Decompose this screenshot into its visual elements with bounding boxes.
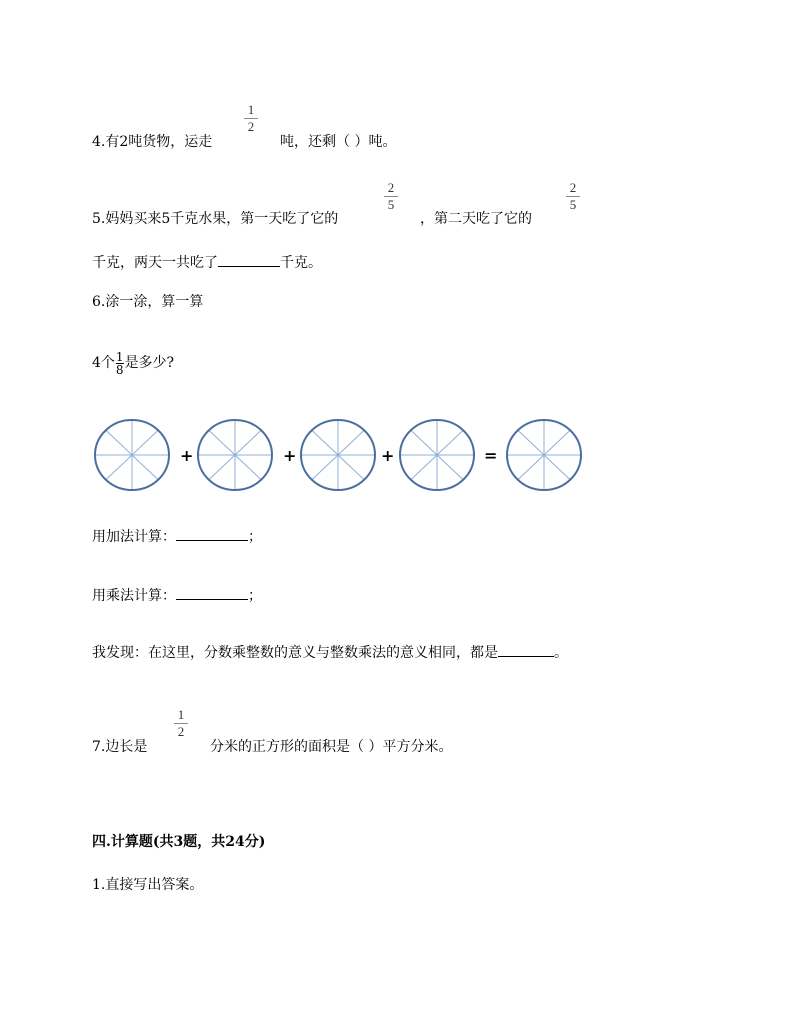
section4-q1: 1.直接写出答案。 bbox=[92, 877, 204, 893]
fraction-circle-2[interactable] bbox=[198, 420, 272, 490]
q5-line2-suffix: 千克。 bbox=[280, 255, 322, 271]
q5-text-prefix: 5.妈妈买来5千克水果，第一天吃了它的 bbox=[92, 211, 339, 227]
q6-operator-plus-2: + bbox=[283, 446, 297, 465]
q4-fraction-numerator: 1 bbox=[247, 102, 255, 117]
q6-discovery-blank[interactable] bbox=[498, 642, 554, 657]
fraction-circle-3[interactable] bbox=[301, 420, 375, 490]
q5-fraction-2-denominator: 5 bbox=[569, 197, 577, 212]
q6-multiplication-line bbox=[92, 585, 262, 605]
q6-discovery-end: 。 bbox=[554, 645, 568, 661]
q6-question-fraction-numerator: 1 bbox=[115, 349, 124, 364]
q7-fraction-numerator: 1 bbox=[177, 707, 185, 722]
q6-title: 6.涂一涂，算一算 bbox=[92, 294, 204, 310]
q6-addition-line bbox=[92, 526, 262, 546]
q5-text-middle: ，第二天吃了它的 bbox=[420, 211, 532, 227]
q6-operator-plus-3: + bbox=[381, 446, 395, 465]
q7-text-suffix: 分米的正方形的面积是（ ）平方分米。 bbox=[210, 739, 453, 755]
q6-question-fraction-denominator: 8 bbox=[115, 362, 124, 377]
q6-addition-label: 用加法计算： bbox=[92, 529, 176, 545]
q6-discovery-line bbox=[92, 642, 568, 662]
q7-fraction bbox=[174, 708, 188, 739]
fraction-circle-4[interactable] bbox=[400, 420, 474, 490]
q4-text-prefix: 4.有2吨货物，运走 bbox=[92, 134, 213, 150]
q6-multiplication-end: ； bbox=[248, 588, 262, 604]
q5-line2-prefix: 千克，两天一共吃了 bbox=[92, 255, 218, 271]
q7-text-prefix: 7.边长是 bbox=[92, 739, 148, 755]
q6-discovery-prefix: 我发现：在这里，分数乘整数的意义与整数乘法的意义相同，都是 bbox=[92, 645, 498, 661]
q5-fraction-1-numerator: 2 bbox=[387, 180, 395, 195]
q5-fraction-2-numerator: 2 bbox=[569, 180, 577, 195]
q6-question-prefix: 4个 bbox=[92, 355, 115, 371]
q6-operator-equals: = bbox=[484, 446, 498, 465]
q6-addition-end: ； bbox=[248, 529, 262, 545]
fraction-circle-1[interactable] bbox=[95, 420, 169, 490]
q6-multiplication-blank[interactable] bbox=[176, 585, 248, 600]
fraction-circle-5[interactable] bbox=[507, 420, 581, 490]
q6-addition-blank[interactable] bbox=[176, 526, 248, 541]
q6-question-suffix: 是多少? bbox=[124, 355, 175, 371]
q5-fraction-1-denominator: 5 bbox=[387, 197, 395, 212]
q7-fraction-denominator: 2 bbox=[177, 724, 185, 739]
q6-operator-plus-1: + bbox=[180, 446, 194, 465]
q6-multiplication-label: 用乘法计算： bbox=[92, 588, 176, 604]
q4-text-suffix: 吨，还剩（ ）吨。 bbox=[280, 134, 397, 150]
section4-heading: 四.计算题(共3题，共24分) bbox=[92, 834, 266, 850]
q4-fraction-denominator: 2 bbox=[247, 119, 255, 134]
